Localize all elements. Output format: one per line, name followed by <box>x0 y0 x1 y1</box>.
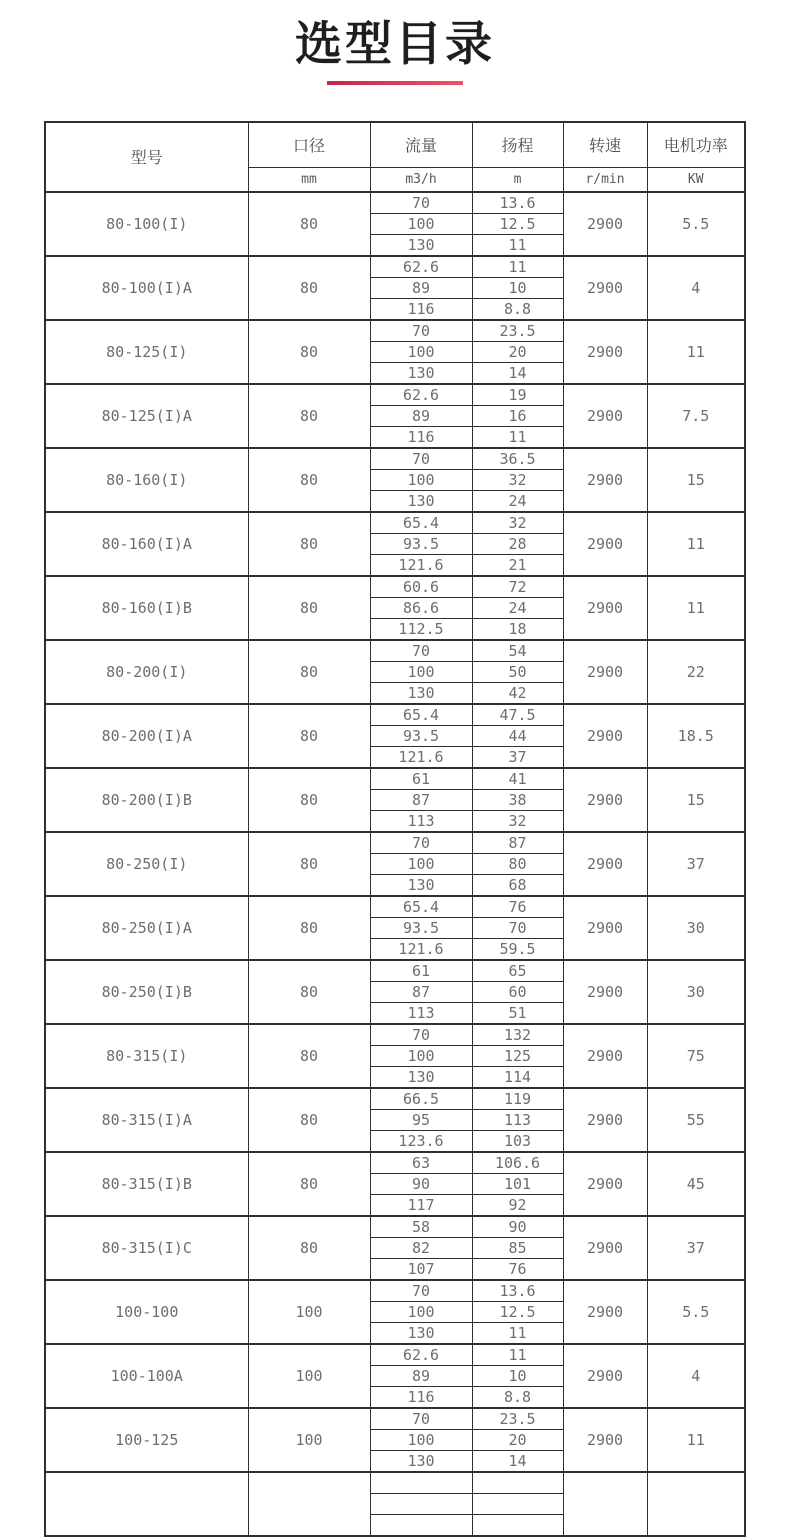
head-cell: 44 <box>472 725 563 746</box>
head-cell: 32 <box>472 469 563 490</box>
model-cell <box>45 1472 248 1536</box>
head-cell: 28 <box>472 533 563 554</box>
flow-cell: 130 <box>370 490 472 512</box>
head-cell: 85 <box>472 1237 563 1258</box>
flow-cell: 62.6 <box>370 384 472 406</box>
flow-cell: 66.5 <box>370 1088 472 1110</box>
flow-cell: 70 <box>370 1280 472 1302</box>
flow-cell: 112.5 <box>370 618 472 640</box>
flow-cell: 116 <box>370 1386 472 1408</box>
diameter-cell: 80 <box>248 640 370 704</box>
speed-cell: 2900 <box>563 1024 647 1088</box>
flow-cell: 130 <box>370 682 472 704</box>
head-cell: 54 <box>472 640 563 662</box>
head-cell: 90 <box>472 1216 563 1238</box>
flow-cell: 87 <box>370 981 472 1002</box>
flow-cell: 70 <box>370 320 472 342</box>
flow-cell: 117 <box>370 1194 472 1216</box>
head-cell: 76 <box>472 1258 563 1280</box>
head-cell <box>472 1493 563 1514</box>
diameter-cell: 80 <box>248 768 370 832</box>
power-cell: 37 <box>647 832 745 896</box>
header-power: 电机功率 <box>647 122 745 168</box>
power-cell: 5.5 <box>647 192 745 256</box>
flow-cell: 60.6 <box>370 576 472 598</box>
power-cell: 18.5 <box>647 704 745 768</box>
header-model: 型号 <box>45 122 248 192</box>
diameter-cell: 100 <box>248 1344 370 1408</box>
table-row <box>45 896 745 918</box>
head-cell <box>472 1514 563 1536</box>
model-cell: 80-250(I)B <box>45 960 248 1024</box>
flow-cell: 89 <box>370 405 472 426</box>
flow-cell: 100 <box>370 1429 472 1450</box>
head-cell: 37 <box>472 746 563 768</box>
model-cell: 80-315(I)A <box>45 1088 248 1152</box>
flow-cell: 93.5 <box>370 533 472 554</box>
speed-cell: 2900 <box>563 320 647 384</box>
flow-cell: 61 <box>370 768 472 790</box>
head-cell: 87 <box>472 832 563 854</box>
power-cell <box>647 1472 745 1536</box>
flow-cell: 107 <box>370 1258 472 1280</box>
model-cell: 80-100(I)A <box>45 256 248 320</box>
flow-cell <box>370 1493 472 1514</box>
table-row <box>45 1280 745 1302</box>
flow-cell: 70 <box>370 192 472 214</box>
flow-cell: 121.6 <box>370 554 472 576</box>
flow-cell <box>370 1472 472 1494</box>
speed-cell: 2900 <box>563 640 647 704</box>
power-cell: 5.5 <box>647 1280 745 1344</box>
flow-cell: 130 <box>370 1322 472 1344</box>
table-row <box>45 256 745 278</box>
head-cell: 10 <box>472 277 563 298</box>
head-cell <box>472 1472 563 1494</box>
head-cell: 11 <box>472 1344 563 1366</box>
flow-cell: 116 <box>370 426 472 448</box>
table-row <box>45 448 745 470</box>
flow-cell: 121.6 <box>370 938 472 960</box>
diameter-cell: 80 <box>248 320 370 384</box>
head-cell: 92 <box>472 1194 563 1216</box>
flow-cell: 100 <box>370 1045 472 1066</box>
table-row <box>45 576 745 598</box>
head-cell: 10 <box>472 1365 563 1386</box>
table-row <box>45 512 745 534</box>
head-cell: 42 <box>472 682 563 704</box>
diameter-cell: 80 <box>248 1152 370 1216</box>
model-cell: 80-100(I) <box>45 192 248 256</box>
flow-cell: 100 <box>370 1301 472 1322</box>
table-row <box>45 1152 745 1174</box>
flow-cell: 123.6 <box>370 1130 472 1152</box>
head-cell: 18 <box>472 618 563 640</box>
flow-cell: 113 <box>370 810 472 832</box>
head-cell: 119 <box>472 1088 563 1110</box>
head-cell: 24 <box>472 490 563 512</box>
table-body <box>45 192 745 1536</box>
model-cell: 80-200(I)B <box>45 768 248 832</box>
flow-cell: 70 <box>370 1024 472 1046</box>
head-cell: 8.8 <box>472 1386 563 1408</box>
table-row <box>45 384 745 406</box>
header-diameter: 口径 <box>248 122 370 168</box>
model-cell: 80-250(I) <box>45 832 248 896</box>
header-head: 扬程 <box>472 122 563 168</box>
head-cell: 16 <box>472 405 563 426</box>
table-row <box>45 832 745 854</box>
flow-cell: 70 <box>370 640 472 662</box>
table-row <box>45 1408 745 1430</box>
model-cell: 80-200(I)A <box>45 704 248 768</box>
flow-cell <box>370 1514 472 1536</box>
power-cell: 22 <box>647 640 745 704</box>
flow-cell: 93.5 <box>370 725 472 746</box>
power-cell: 11 <box>647 512 745 576</box>
speed-cell: 2900 <box>563 512 647 576</box>
diameter-cell: 80 <box>248 960 370 1024</box>
head-cell: 41 <box>472 768 563 790</box>
speed-cell <box>563 1472 647 1536</box>
head-cell: 59.5 <box>472 938 563 960</box>
power-cell: 11 <box>647 576 745 640</box>
model-cell: 80-160(I) <box>45 448 248 512</box>
speed-cell: 2900 <box>563 256 647 320</box>
head-cell: 11 <box>472 1322 563 1344</box>
flow-cell: 95 <box>370 1109 472 1130</box>
model-cell: 100-100 <box>45 1280 248 1344</box>
power-cell: 11 <box>647 1408 745 1472</box>
flow-cell: 62.6 <box>370 1344 472 1366</box>
head-cell: 12.5 <box>472 213 563 234</box>
diameter-cell: 100 <box>248 1408 370 1472</box>
head-cell: 8.8 <box>472 298 563 320</box>
table-row <box>45 1216 745 1238</box>
selection-table <box>44 121 746 1537</box>
flow-cell: 70 <box>370 448 472 470</box>
head-cell: 50 <box>472 661 563 682</box>
head-cell: 32 <box>472 810 563 832</box>
speed-cell: 2900 <box>563 704 647 768</box>
table-row <box>45 640 745 662</box>
power-cell: 75 <box>647 1024 745 1088</box>
power-cell: 7.5 <box>647 384 745 448</box>
head-cell: 76 <box>472 896 563 918</box>
table-header <box>45 122 745 192</box>
flow-cell: 87 <box>370 789 472 810</box>
model-cell: 80-315(I)C <box>45 1216 248 1280</box>
flow-cell: 100 <box>370 213 472 234</box>
head-cell: 32 <box>472 512 563 534</box>
diameter-cell: 80 <box>248 896 370 960</box>
power-cell: 15 <box>647 768 745 832</box>
head-cell: 125 <box>472 1045 563 1066</box>
table-row <box>45 1088 745 1110</box>
head-cell: 47.5 <box>472 704 563 726</box>
power-cell: 4 <box>647 256 745 320</box>
unit-flow: m3/h <box>370 167 472 192</box>
flow-cell: 58 <box>370 1216 472 1238</box>
flow-cell: 89 <box>370 277 472 298</box>
header-flow: 流量 <box>370 122 472 168</box>
flow-cell: 82 <box>370 1237 472 1258</box>
flow-cell: 70 <box>370 1408 472 1430</box>
head-cell: 36.5 <box>472 448 563 470</box>
flow-cell: 70 <box>370 832 472 854</box>
flow-cell: 61 <box>370 960 472 982</box>
flow-cell: 130 <box>370 874 472 896</box>
flow-cell: 100 <box>370 661 472 682</box>
flow-cell: 89 <box>370 1365 472 1386</box>
flow-cell: 62.6 <box>370 256 472 278</box>
model-cell: 80-315(I)B <box>45 1152 248 1216</box>
speed-cell: 2900 <box>563 896 647 960</box>
flow-cell: 63 <box>370 1152 472 1174</box>
model-cell: 100-125 <box>45 1408 248 1472</box>
diameter-cell: 80 <box>248 576 370 640</box>
model-cell: 80-125(I) <box>45 320 248 384</box>
page-title: 选型目录 <box>295 17 495 72</box>
title-underline <box>327 81 463 85</box>
diameter-cell: 80 <box>248 1088 370 1152</box>
model-cell: 100-100A <box>45 1344 248 1408</box>
table-row <box>45 768 745 790</box>
unit-head: m <box>472 167 563 192</box>
table-row <box>45 960 745 982</box>
table-row <box>45 1344 745 1366</box>
diameter-cell: 80 <box>248 384 370 448</box>
speed-cell: 2900 <box>563 576 647 640</box>
head-cell: 132 <box>472 1024 563 1046</box>
flow-cell: 86.6 <box>370 597 472 618</box>
unit-speed: r/min <box>563 167 647 192</box>
head-cell: 68 <box>472 874 563 896</box>
model-cell: 80-160(I)A <box>45 512 248 576</box>
power-cell: 15 <box>647 448 745 512</box>
head-cell: 23.5 <box>472 320 563 342</box>
head-cell: 101 <box>472 1173 563 1194</box>
flow-cell: 65.4 <box>370 704 472 726</box>
table-row <box>45 1472 745 1494</box>
table-row <box>45 1024 745 1046</box>
head-cell: 38 <box>472 789 563 810</box>
model-cell: 80-200(I) <box>45 640 248 704</box>
head-cell: 11 <box>472 234 563 256</box>
diameter-cell: 80 <box>248 192 370 256</box>
table-row <box>45 704 745 726</box>
head-cell: 72 <box>472 576 563 598</box>
head-cell: 14 <box>472 1450 563 1472</box>
head-cell: 19 <box>472 384 563 406</box>
speed-cell: 2900 <box>563 1280 647 1344</box>
model-cell: 80-250(I)A <box>45 896 248 960</box>
flow-cell: 130 <box>370 1066 472 1088</box>
diameter-cell: 80 <box>248 448 370 512</box>
model-cell: 80-315(I) <box>45 1024 248 1088</box>
model-cell: 80-160(I)B <box>45 576 248 640</box>
head-cell: 103 <box>472 1130 563 1152</box>
flow-cell: 100 <box>370 853 472 874</box>
speed-cell: 2900 <box>563 384 647 448</box>
flow-cell: 100 <box>370 341 472 362</box>
head-cell: 80 <box>472 853 563 874</box>
speed-cell: 2900 <box>563 1088 647 1152</box>
head-cell: 23.5 <box>472 1408 563 1430</box>
power-cell: 37 <box>647 1216 745 1280</box>
table-row <box>45 192 745 214</box>
flow-cell: 113 <box>370 1002 472 1024</box>
diameter-cell: 100 <box>248 1280 370 1344</box>
diameter-cell <box>248 1472 370 1536</box>
head-cell: 24 <box>472 597 563 618</box>
head-cell: 14 <box>472 362 563 384</box>
flow-cell: 93.5 <box>370 917 472 938</box>
flow-cell: 130 <box>370 1450 472 1472</box>
diameter-cell: 80 <box>248 704 370 768</box>
flow-cell: 116 <box>370 298 472 320</box>
flow-cell: 90 <box>370 1173 472 1194</box>
head-cell: 114 <box>472 1066 563 1088</box>
speed-cell: 2900 <box>563 1152 647 1216</box>
diameter-cell: 80 <box>248 1024 370 1088</box>
diameter-cell: 80 <box>248 832 370 896</box>
speed-cell: 2900 <box>563 1408 647 1472</box>
head-cell: 60 <box>472 981 563 1002</box>
power-cell: 11 <box>647 320 745 384</box>
power-cell: 4 <box>647 1344 745 1408</box>
head-cell: 70 <box>472 917 563 938</box>
speed-cell: 2900 <box>563 192 647 256</box>
head-cell: 13.6 <box>472 1280 563 1302</box>
head-cell: 20 <box>472 1429 563 1450</box>
speed-cell: 2900 <box>563 768 647 832</box>
head-cell: 11 <box>472 426 563 448</box>
head-cell: 106.6 <box>472 1152 563 1174</box>
diameter-cell: 80 <box>248 256 370 320</box>
head-cell: 113 <box>472 1109 563 1130</box>
power-cell: 55 <box>647 1088 745 1152</box>
head-cell: 13.6 <box>472 192 563 214</box>
flow-cell: 130 <box>370 362 472 384</box>
header-row-main <box>45 122 745 168</box>
head-cell: 21 <box>472 554 563 576</box>
speed-cell: 2900 <box>563 832 647 896</box>
head-cell: 65 <box>472 960 563 982</box>
unit-power: KW <box>647 167 745 192</box>
diameter-cell: 80 <box>248 1216 370 1280</box>
power-cell: 45 <box>647 1152 745 1216</box>
head-cell: 12.5 <box>472 1301 563 1322</box>
speed-cell: 2900 <box>563 1344 647 1408</box>
unit-diameter: mm <box>248 167 370 192</box>
speed-cell: 2900 <box>563 448 647 512</box>
flow-cell: 121.6 <box>370 746 472 768</box>
flow-cell: 65.4 <box>370 896 472 918</box>
head-cell: 11 <box>472 256 563 278</box>
flow-cell: 65.4 <box>370 512 472 534</box>
head-cell: 20 <box>472 341 563 362</box>
diameter-cell: 80 <box>248 512 370 576</box>
model-cell: 80-125(I)A <box>45 384 248 448</box>
power-cell: 30 <box>647 896 745 960</box>
table-row <box>45 320 745 342</box>
header-speed: 转速 <box>563 122 647 168</box>
flow-cell: 100 <box>370 469 472 490</box>
head-cell: 51 <box>472 1002 563 1024</box>
speed-cell: 2900 <box>563 960 647 1024</box>
flow-cell: 130 <box>370 234 472 256</box>
power-cell: 30 <box>647 960 745 1024</box>
speed-cell: 2900 <box>563 1216 647 1280</box>
